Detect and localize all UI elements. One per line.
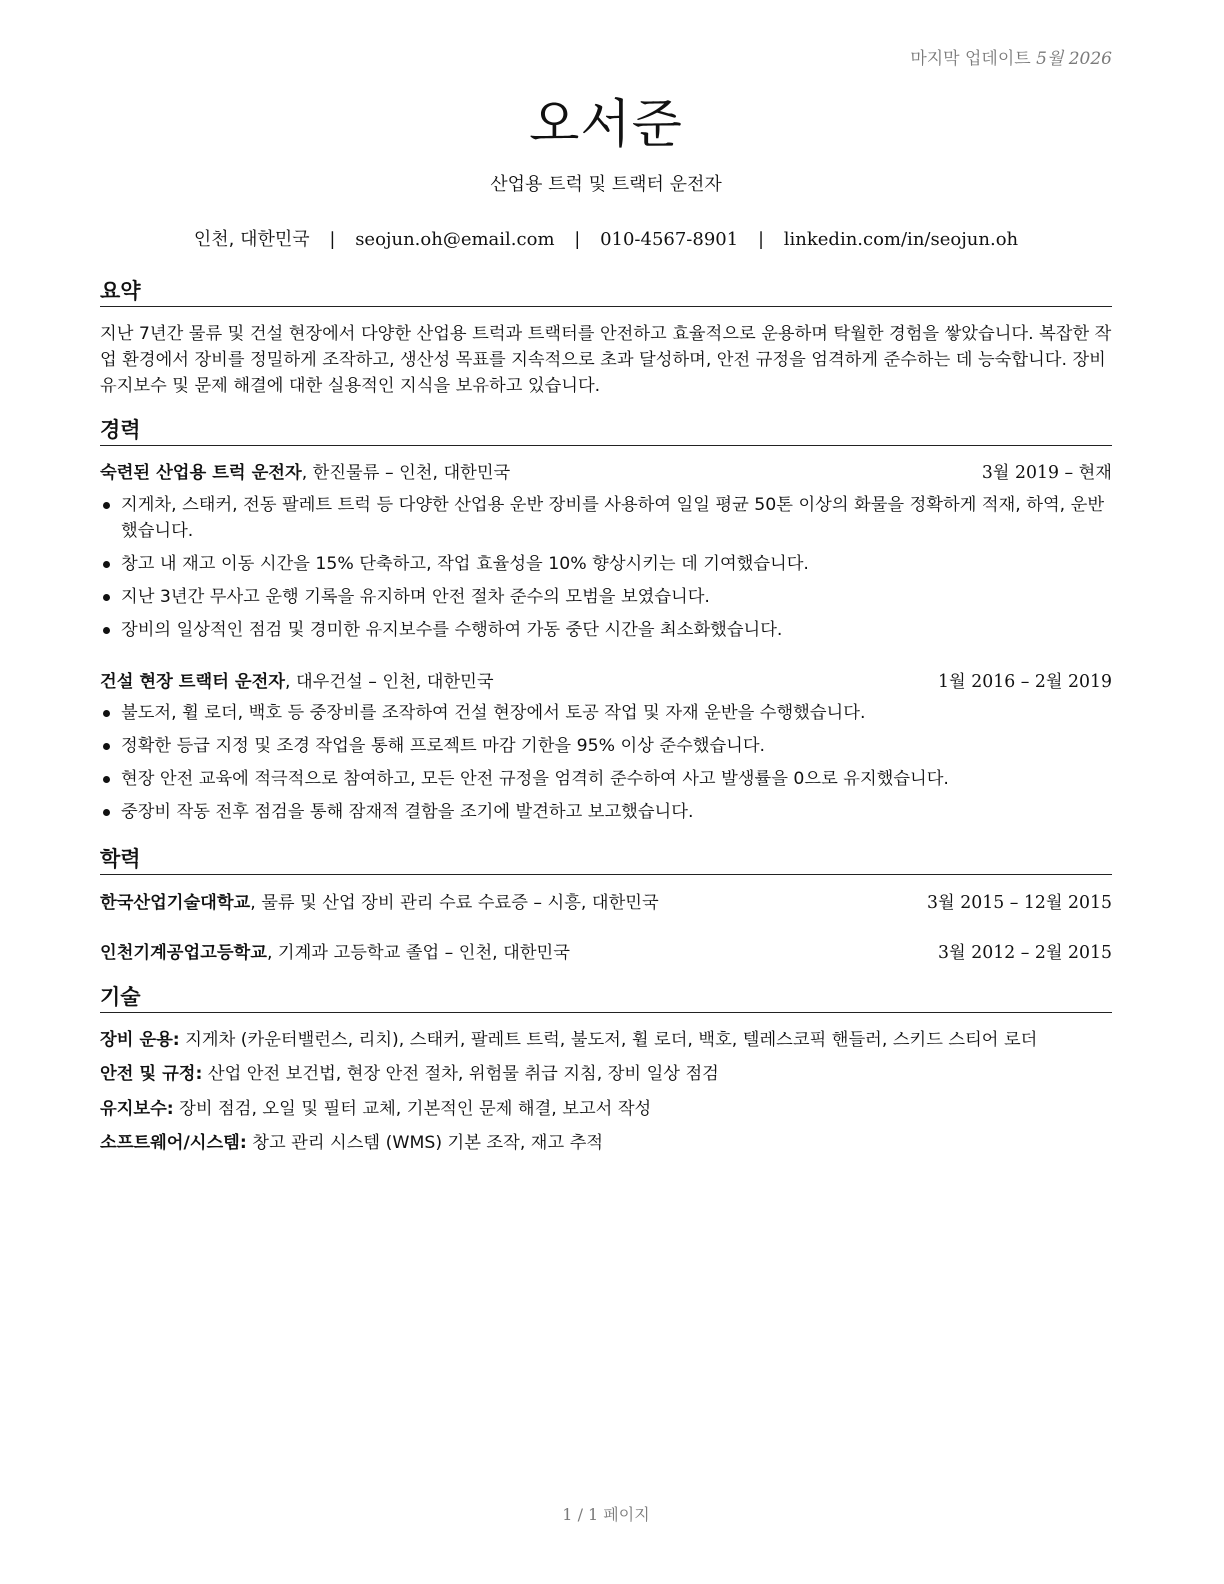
job-role: 숙련된 산업용 트럭 운전자	[100, 463, 302, 483]
skill-line: 장비 운용: 지게차 (카운터밸런스, 리치), 스태커, 팔레트 트럭, 불도저, 휠 로더, 백호, 텔레스코픽 핸들러, 스키드 스티어 로더	[100, 1030, 1038, 1050]
skill-line: 안전 및 규정: 산업 안전 보건법, 현장 안전 절차, 위험물 취급 지침, 장비 일상 점검	[100, 1064, 719, 1084]
list-item: 창고 내 재고 이동 시간을 15% 단축하고, 작업 효율성을 10% 향상시키는 데 기여했습니다.	[100, 551, 1112, 577]
job-org: , 대우건설 – 인천, 대한민국	[285, 672, 494, 692]
job-bullets	[100, 700, 1112, 832]
contact-phone: 010-4567-8901	[600, 229, 739, 250]
contact-linkedin[interactable]: linkedin.com/in/seojun.oh	[783, 229, 1019, 250]
school-detail: , 물류 및 산업 장비 관리 수료 수료증 – 시흥, 대한민국	[250, 893, 659, 913]
list-item: 중장비 작동 전후 점검을 통해 잠재적 결함을 조기에 발견하고 보고했습니다.	[100, 799, 1112, 825]
list-item: 현장 안전 교육에 적극적으로 참여하고, 모든 안전 규정을 엄격히 준수하여 사고 발생률을 0으로 유지했습니다.	[100, 766, 1112, 792]
job-title: 산업용 트럭 및 트랙터 운전자	[490, 174, 722, 195]
school-detail: , 기계과 고등학교 졸업 – 인천, 대한민국	[266, 943, 570, 963]
skill-line: 소프트웨어/시스템: 창고 관리 시스템 (WMS) 기본 조작, 재고 추적	[100, 1133, 604, 1153]
job-role: 건설 현장 트랙터 운전자	[100, 672, 285, 692]
list-item: 지게차, 스태커, 전동 팔레트 트럭 등 다양한 산업용 운반 장비를 사용하여 일일 평균 50톤 이상의 화물을 정확하게 적재, 하역, 운반했습니다.	[100, 492, 1112, 544]
list-item: 불도저, 휠 로더, 백호 등 중장비를 조작하여 건설 현장에서 토공 작업 및 자재 운반을 수행했습니다.	[100, 700, 1112, 726]
separator: |	[757, 229, 765, 250]
list-item: 지난 3년간 무사고 운행 기록을 유지하며 안전 절차 준수의 모범을 보였습니다.	[100, 584, 1112, 610]
job-date: 1월 2016 – 2월 2019	[938, 672, 1112, 692]
education-item	[100, 891, 1112, 915]
job-org: , 한진물류 – 인천, 대한민국	[301, 463, 511, 483]
school-name: 한국산업기술대학교	[100, 893, 251, 913]
education-heading: 학력	[100, 846, 1112, 875]
separator: |	[329, 229, 336, 250]
contact-location: 인천, 대한민국	[193, 229, 310, 250]
job-header	[100, 670, 1112, 694]
list-item: 장비의 일상적인 점검 및 경미한 유지보수를 수행하여 가동 중단 시간을 최소화했습니다.	[100, 617, 1112, 643]
job-date: 3월 2019 – 현재	[981, 463, 1112, 483]
job-header	[100, 461, 1112, 485]
contact-line	[100, 225, 1112, 251]
education-date: 3월 2015 – 12월 2015	[927, 893, 1112, 913]
summary-text: 지난 7년간 물류 및 건설 현장에서 다양한 산업용 트럭과 트랙터를 안전하고 효율적으로 운용하며 탁월한 경험을 쌓았습니다. 복잡한 작업 환경에서 장비를 정밀하게 조작하고, 생산성 목표를 지속적으로 초과 달성하며, 안전 규정을 엄격하게 준수하는 데 능숙합니다. 장비 유지보수 및 문제 해결에 대한 실용적인 지식을 보유하고 있습니다.	[100, 324, 1112, 396]
separator: |	[574, 229, 581, 250]
school-name: 인천기계공업고등학교	[100, 943, 267, 963]
education-item	[100, 941, 1112, 965]
list-item: 정확한 등급 지정 및 조경 작업을 통해 프로젝트 마감 기한을 95% 이상 준수했습니다.	[100, 733, 1112, 759]
skills-heading: 기술	[100, 984, 1112, 1013]
page-number: 1 / 1 페이지	[562, 1505, 650, 1524]
last-updated: 마지막 업데이트 5월 2026	[910, 49, 1112, 69]
summary-heading: 요약	[100, 278, 1112, 307]
experience-heading: 경력	[100, 417, 1112, 446]
job-bullets	[100, 492, 1112, 650]
candidate-name: 오서준	[529, 95, 683, 155]
skill-line: 유지보수: 장비 점검, 오일 및 필터 교체, 기본적인 문제 해결, 보고서 작성	[100, 1099, 652, 1119]
contact-email[interactable]: seojun.oh@email.com	[355, 229, 555, 250]
education-date: 3월 2012 – 2월 2015	[938, 943, 1112, 963]
resume-page	[100, 0, 1112, 1584]
